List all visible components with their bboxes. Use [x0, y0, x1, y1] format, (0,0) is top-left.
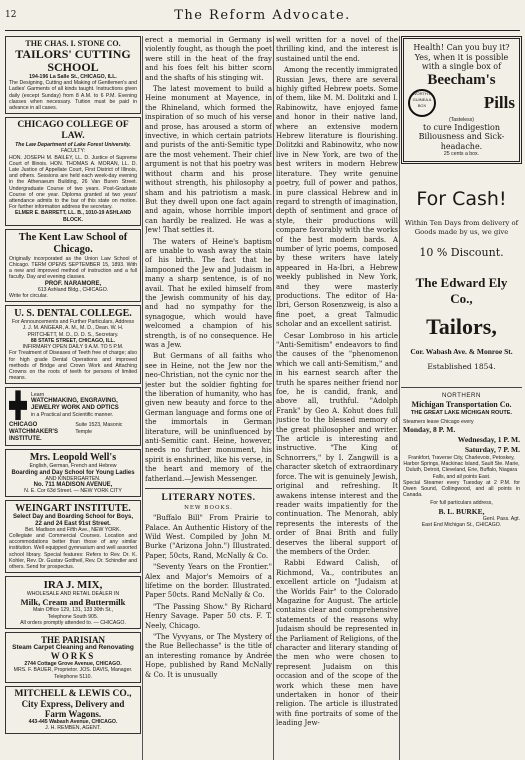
ad-text: Collegiate and Commercial Courses. Location and accommodations better than those of any similar institution. Well equipped gymnasium and well assorted school library. Special features: Refers to Rev. Dr. K. Kohler, Rev. Dr. Gustav Gottheil, Rev. Dr. Schindler and others. Send for prospectus. [9, 532, 137, 570]
ad-edward-ely [401, 167, 522, 383]
ad-officers: J. J. M. ANGEAR, A. M., M. D., Dean. W. H. PRITCHETT, M. D., D. D. S., Secretary. [22, 325, 124, 338]
literary-note: "The Passing Show." By Richard Henry Savage. Paper 50 cts. F. T. Neely, Chicago. [145, 602, 272, 630]
column-ads-1 [5, 36, 141, 760]
ad-address: 613 Ashland Bldg., CHICAGO. [37, 286, 109, 293]
ad-route: THE GREAT LAKE MICHIGAN ROUTE. [410, 409, 513, 416]
column-ads-2 [401, 36, 522, 760]
ad-headline: Boarding and Day School for Young Ladies [11, 469, 135, 476]
ad-title: The Kent Law School of Chicago. [18, 231, 128, 255]
ad-lead: Learn [31, 392, 45, 399]
article-paragraph: erect a memorial in Germany is violently fought, as though the poet were still in the heat of the fray and his foes felt his bitter scorn and the shafts of his stinging wit. [145, 36, 272, 82]
ad-text: Steamers leave Chicago every [403, 418, 474, 425]
ad-special: Special Steamer every Tuesday at 2 P.M. for Owen Sound, Collingwood, and all points in Canada. [403, 479, 520, 499]
ad-mitchell-lewis [5, 686, 141, 734]
ad-title: WEINGART INSTITUTE. [15, 503, 131, 515]
ad-brand: Beecham's [427, 71, 496, 88]
article-paragraph: The latest movement to build a Heine monument at Mayence, in the Rhineland, which formed the inspiration of so much of his verse and prose, has aroused a storm of invective, in which certain patriots and purists of the anti-Semitic type are the most vehement. Their chief argument is not that his poetry was without charm and his prose without strength, his philosophy a sham and his patriotism a mask. But they dwell upon one fact again and again, whose horrible import can hardly be realized. He was a Jew! That settles it. [145, 85, 272, 235]
guinea-seal-icon: WORTH A GUINEA A BOX [408, 89, 436, 117]
ad-michigan-transportation [401, 392, 522, 529]
ad-line: Steam Carpet Cleaning and Renovating [12, 643, 134, 651]
ad-text: Originally incorporated as the Union Law School of Chicago. TERM OPENS SEPTEMBER 15, 1893. With a new and improved method of instruction and a full faculty. Day and evening classes. [9, 255, 137, 281]
ad-price: 25 cents a box. [443, 151, 480, 158]
ad-text: Within Ten Days from delivery of Goods made by us, we give [404, 219, 519, 237]
ad-title: THE PARISIAN [40, 634, 106, 645]
ad-wells-school [5, 449, 141, 497]
ad-people: MRS. F. BAUER, Proprietor. JOS. DAVIS, Manager. [13, 667, 133, 674]
ad-product: Pills [483, 92, 515, 112]
ad-line: Farm Wagons. [44, 708, 102, 719]
column-divider-2 [273, 36, 274, 760]
section-divider [145, 488, 272, 489]
ad-agent: J. H. REMBEN, AGENT. [45, 724, 101, 731]
header-rule [5, 30, 520, 31]
literary-note: "Buffalo Bill" From Prairie to Palace. An Authentic History of the Wild West. Compiled by John M. Burke ("Arizona John.") Illustrated. Paper, 50cts, Rand, McNally & Co. [145, 514, 272, 560]
ad-note: Write for circular. [9, 293, 48, 300]
ad-title: CHICAGO WATCHMAKER'S INSTITUTE. [9, 422, 58, 443]
ad-text: HON. JOSEPH M. BAILEY, LL. D. Justice of Supreme Court of Illinois. HON. THOMAS A. MORAN, LL. D. Late Justice of Appellate Court, First District of Illinois, and others. Sessions are held each week-day evening in the Athenaeum Building, 26 Van Buren Street. Undergraduate Course of two years. Post-Graduate Course of one year. Diploma granted at two years' attendance admits to the bar of this state on motion. For further information address the secretary. [9, 154, 137, 211]
ad-agent: B. L. BURKE, [438, 506, 485, 516]
ad-weingart-institute [5, 500, 141, 573]
ad-established: Established 1854. [427, 362, 496, 372]
ad-text: to cure Indigestion Biliousness and Sick-headache. [418, 122, 505, 151]
ad-departure: Saturday, 7 P. M. [464, 445, 520, 455]
ad-departure: Wednesday, 1 P. M. [457, 435, 520, 445]
ad-title: IRA J. MIX, [43, 579, 103, 592]
article-paragraph: But Germans of all faiths who see in Heine, not the Jew nor the neo-Christian, not the cynic nor the jester but the soldier fighting for the liberation of humanity, who has given new beauty and force to the German language and forms one of the immortals in German literature, will be uninfluenced by anti-Semitic cant. Heine, however, needs no further monument, his spirit is enshrined, like his verse, in the heart and memory of the fatherland.—Jewish Messenger. [145, 352, 272, 483]
ad-ports: Frankfort, Traverse City, Charlevoix, Petoskey, Harbor Springs, Mackinac Island, Sault Ste. Marie, Duluth, Detroit, Cleveland, Erie, Buffalo, Niagara Falls, and all points East. [403, 455, 520, 480]
ad-line: AND KINDERGARTEN. [45, 475, 101, 482]
ad-subtitle: For Announcements and Further Particulars, Address [11, 319, 135, 326]
ad-headline: For Cash! [416, 188, 507, 211]
ad-title: MITCHELL & LEWIS CO., [14, 688, 132, 699]
ad-subtitle: The Law Department of Lake Forest University. [15, 142, 131, 149]
ad-discount: 10 % Discount. [419, 246, 504, 260]
section-divider [401, 387, 522, 388]
ad-headline: TAILORS' CUTTING SCHOOL [15, 47, 131, 74]
ad-address: East End Michigan St., CHICAGO. [421, 521, 502, 528]
ad-product: Milk, Cream and Buttermilk [20, 597, 126, 608]
ad-signature: ELMER E. BARRETT, LL. B., 1010-19 ASHLAND BLOCK. [15, 210, 131, 223]
section-heading-literary-notes: LITERARY NOTES. [161, 493, 256, 504]
article-paragraph: Rabbi Edward Calish, of Richmond, Va., contributes an excellent article on "Judaism at the Worlds Fair" to the Colorado Magazine for August. The article contains clear and comprehensive statements of the reasons why Judaism should be represented in the Parliament of Religions, of the character and literary standing of the men who were chosen to represent Judaism on this occasion and of the scope of the work which these men have undertaken in honor of their religion. The article is illustrated with fine portraits of some of the leading Jew- [276, 559, 398, 728]
ad-parisian-carpet [5, 632, 141, 683]
ad-address: Main Office 129, 131, 133 30th St., [32, 607, 114, 614]
column-article-continued [276, 36, 398, 760]
ad-contact: PROF. NARAMORE, [44, 280, 102, 287]
ad-address: 443-445 Wabash Avenue, CHICAGO. [28, 718, 118, 725]
ad-line: City Express, Delivery and [21, 698, 125, 709]
column-divider-1 [142, 36, 143, 760]
ad-address: 88 STATE STREET, CHICAGO, ILL. [30, 337, 116, 344]
ad-title: CHICAGO COLLEGE OF LAW. [17, 120, 129, 142]
ad-departure: Monday, 8 P. M. [403, 425, 456, 435]
ad-title: THE CHAS. I. STONE CO. [25, 39, 121, 48]
ad-line: 22 and 24 East 91st Street. [35, 520, 111, 527]
ad-tail: in a Practical and Scientific manner. [31, 412, 114, 419]
cross-icon [9, 390, 27, 420]
ad-beechams-pills [401, 36, 522, 164]
ad-address: 194-196 La Salle St., CHICAGO, ILL. [29, 74, 117, 80]
literary-note: "Seventy Years on the Frontier." Alex and Major's Memoirs of a lifetime on the border. Illustrated. Paper 50cts. Rand McNally & Co. [145, 563, 272, 600]
ad-text: The Designing, Cutting and Making of Gentlemen's and Ladies' Garments of all kinds taught. Instructions given daily (except Sunday) from 8 A.M. to 6 P.M. Evening classes when necessary. Tuition must be paid in advance in all cases. [9, 80, 137, 112]
ad-line: English, German, French and Hebrew [29, 463, 117, 470]
ad-note: (Tasteless) [448, 116, 475, 123]
page-number: 12 [5, 10, 17, 20]
ad-watchmakers-institute [5, 387, 141, 446]
ad-text: For Treatment of Diseases of Teeth free of charge; also for high grade Dental Operations and improved methods of Bridge and Crown Work and Attaching Crowns on the roots of teeth for persons of limited means. [9, 350, 137, 382]
ad-phone: Telephone 5110. [54, 673, 92, 680]
literary-note: "The Vyvyans, or The Mystery of the Rue Bellechasse" is the title of an interesting romance by Andrée Hope, published by Rand McNally & Co. It is unusually [145, 632, 272, 679]
ad-trade: Tailors, [426, 314, 497, 340]
ad-text: Health! Can you buy it? Yes, when it is possible with a single box of [413, 43, 510, 71]
article-paragraph: The waters of Heine's baptism are unable to wash away the stain of his birth. The fact that he lampooned the Jew and Judaism in many a sharp sentence, is of no avail. That he exiled himself from the Jewish community of his day, and had no sympathy for the synagogue, which would have welcomed a champion of his strength, is of no consequence. He was a Jew. [145, 237, 272, 349]
ad-faculty-label: FACULTY: [60, 148, 86, 155]
ad-line: Select Day and Boarding School for Boys, [12, 514, 134, 521]
ad-address: Cor. Wabash Ave. & Monroe St. [410, 347, 513, 357]
ad-note: All orders promptly attended to. — CHICAGO. [20, 619, 126, 626]
ad-title: Michigan Transportation Co. [411, 399, 512, 409]
section-subheading: NEW BOOKS. [184, 505, 233, 512]
ad-hours: INFIRMARY OPEN DAILY 9 A.M. TO 5 P.M. [22, 344, 124, 351]
ad-city: N. E. Cor 63d Street. — NEW YORK CITY [24, 488, 122, 495]
ad-text: For full particulars address, [430, 500, 493, 507]
article-paragraph: Among the recently immigrated Russian Jews, there are several highly gifted Hebrew poets. Some of them, like M. M. Dolitzki and I. Rabinowitz, have enjoyed fame and honor in their native land, where an extensive modern Hebrew literature is flourishing. Dolitzki and Rabinowitz, who now live in New York, are two of the best writers in modern Hebrew literature. They write genuine poetry, full of power and pathos, in pure classical Hebrew and in regard to strength of imagination, depth of sentiment and grace of style, their productions will compare favorably with the works of the best modern bards. A number of lyric poems, composed by these writers have lately appeared in Ha-Ibri, a Hebrew weekly published in New York, and they were masterly productions. The editor of Ha-Ibri, Gerson Rosenzweig, is also a fine poet, a great Talmudic scholar and an excellent satirist. [276, 66, 398, 329]
column-article-heine [145, 36, 272, 760]
ad-title: The Edward Ely Co., [415, 275, 508, 307]
column-divider-3 [399, 36, 400, 760]
ad-line: Bet. Madison and Fifth Ave., NEW YORK. [25, 526, 121, 533]
ad-phone: Telephone South 905. [47, 613, 99, 620]
ad-stone-tailors-school [5, 36, 141, 114]
newspaper-title: The Reform Advocate. [174, 8, 351, 23]
ad-title: U. S. DENTAL COLLEGE. [14, 308, 132, 320]
ad-line: NORTHERN [442, 392, 481, 400]
ad-address: 2744 Cottage Grove Avenue, CHICAGO. [24, 661, 122, 668]
ad-us-dental-college [5, 305, 141, 384]
ad-works: WORKS [50, 651, 96, 662]
ad-title: Mrs. Leopold Well's [29, 452, 117, 464]
ad-ira-mix [5, 576, 141, 629]
ad-line: WHOLESALE AND RETAIL DEALER IN [26, 591, 120, 598]
ad-items: WATCHMAKING, ENGRAVING, JEWELRY WORK AND OPTICS [31, 398, 119, 412]
ad-address: Suite 1523, Masonic Temple [75, 422, 123, 435]
ad-agent-title: Genl. Pass. Agt. [482, 515, 520, 522]
article-paragraph: Cesar Lombroso in his article "Anti-Semitism" endeavors to find the causes of the "phenomenon which we call anti-Semitism," and in his earnest search after the truth he spares neither friend nor foe, he is candid, frank, and above all, truthful. "Adolph Frank" by Geo A. Kohut does full justice to the blessed memory of the great philosopher and writer. The article is interesting and instructive. "The King of Schnorrers," by I. Zangwill is a character sketch of extraordinary force. The wit is genuinely Jewish, original and refreshing. It awakens intense interest and the reader waits impatiently for the continuation. The Menorah, ably represents the interests of the order of Bnai Brith and fully deserves the liberal support of the members of the Order. [276, 331, 398, 556]
article-paragraph: well written for a novel of the thrilling kind, and the interest is sustained until the end. [276, 36, 398, 63]
ad-chicago-college-of-law [5, 117, 141, 226]
ad-kent-law-school [5, 229, 141, 302]
ad-address: No. 711 MADISON AVENUE, [33, 481, 113, 488]
